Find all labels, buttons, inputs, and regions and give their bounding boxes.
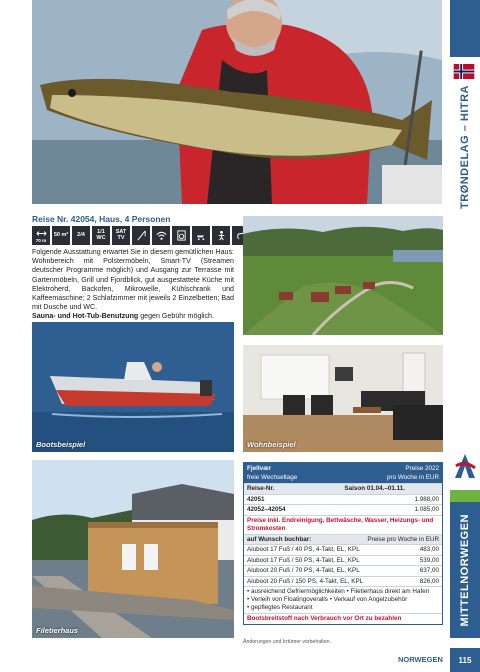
aerial-landscape-photo [243, 216, 443, 335]
price-inclusions-note: Preise inkl. Endreinigung, Bettwäsche, Wasser, Heizungs- und Stromkosten [244, 516, 442, 535]
area-icon [52, 226, 70, 245]
fish-house-photo [32, 460, 234, 638]
wc-icon [92, 226, 110, 245]
list-item: • Verleih von Floatingoveralls • Verkauf von Angelzubehör [247, 596, 408, 603]
booking-label: auf Wunsch buchbar: [247, 535, 312, 543]
table-row [244, 556, 442, 567]
sidebar-top-block [450, 0, 480, 57]
reise-price: 1.988,00 [414, 495, 439, 503]
boat-name: Aluboot 17 Fuß / 50 PS, 4-Takt, EL, KPL [247, 556, 360, 564]
price-table-header [244, 463, 442, 484]
table-row [244, 495, 442, 506]
col-saison: Saison 01.04.–01.11. [344, 485, 405, 493]
page-number: 115 [450, 648, 480, 672]
amenity-label: SAT TV [115, 228, 127, 241]
price-subtitle: pro Woche in EUR [386, 474, 439, 481]
living-caption: Wohnbeispiel [247, 440, 296, 449]
tv-icon [112, 226, 130, 245]
footer-region-label: NORWEGEN [398, 655, 443, 664]
person-icon [212, 226, 230, 245]
region-top-text: TRØNDELAG – HITRA [459, 85, 471, 209]
table-row [244, 577, 442, 588]
amenity-icons [32, 226, 250, 245]
price-table [243, 462, 443, 625]
offer-heading: Reise Nr. 42054, Haus, 4 Personen [32, 214, 171, 224]
boat-photo [32, 322, 234, 452]
washer-icon [172, 226, 190, 245]
offer-description [32, 248, 234, 322]
table-row [244, 566, 442, 577]
boat-price: 637,00 [419, 567, 439, 575]
description-text: Folgende Ausstattung erwartet Sie in diesem gemütlichen Haus: Wohnbereich mit Polstermöbeln, Smart-TV (Streamen deutscher Programme möglich) und Ausgang zur Terrasse mit Gartenmöbeln, Grill und Fjordblick, gut ausgestattete Küche mit Elektroherd, Backofen, Mikrowelle, Kühlschrank und Kaffeemaschine; 2 Schlafzimmer mit jeweils 2 Einzelbetten; Bad mit Dusche und WC. [32, 248, 234, 312]
region-sidebar [450, 0, 480, 672]
rooms-icon [72, 226, 90, 245]
sidebar-bottom-block [450, 502, 480, 638]
fuel-note: Bootsbreitstoff nach Verbrauch vor Ort zu bezahlen [247, 615, 402, 622]
region-bottom-text: MITTELNORWEGEN [459, 513, 471, 627]
tour-operator-logo [453, 452, 477, 480]
boat-trailer-icon [192, 226, 210, 245]
pier-caption: Filetierhaus [36, 626, 79, 635]
boat-price: 483,00 [419, 546, 439, 554]
fishing-rod-icon [132, 226, 150, 245]
col-reise: Reise-Nr. [247, 485, 275, 493]
table-row [244, 505, 442, 516]
reise-nr: 42051 [247, 495, 265, 503]
living-room-photo [243, 345, 443, 452]
booking-header-row [244, 535, 442, 546]
boat-price: 539,00 [419, 556, 439, 564]
reise-nr: 42052–42054 [247, 506, 286, 514]
list-item: • ausreichend Gefriermöglichkeiten • Filetierhaus direkt am Hafen [247, 588, 430, 595]
property-subtitle: freie Wechseltage [247, 474, 298, 481]
list-item: • gepflegtes Restaurant [247, 604, 313, 611]
sidebar-green-strip [450, 490, 480, 502]
amenity-label: 70 m [35, 237, 47, 243]
amenity-label: 2/4 [77, 231, 85, 238]
sauna-note [32, 312, 234, 321]
region-label-top [450, 82, 480, 212]
amenity-label: 50 m² [53, 231, 69, 238]
booking-unit: Preise pro Woche in EUR [367, 535, 439, 543]
amenity-label: 1/1 WC [96, 228, 106, 241]
distance-icon [32, 226, 50, 245]
boat-name: Aluboot 20 Fuß / 70 PS, 4-Takt, EL, KPL [247, 567, 360, 575]
wifi-icon [152, 226, 170, 245]
boat-name: Aluboot 20 Fuß / 150 PS, 4-Takt, EL, KPL [247, 577, 364, 585]
boat-price: 826,00 [419, 577, 439, 585]
norway-flag-icon [453, 64, 475, 79]
table-row [244, 545, 442, 556]
hero-fisherman-photo [32, 0, 442, 204]
sauna-rest: gegen Gebühr möglich. [138, 312, 214, 321]
reise-price: 1.085,00 [414, 506, 439, 514]
season-header-row [244, 484, 442, 495]
price-title: Preise 2022 [405, 465, 439, 472]
sauna-bold: Sauna- und Hot-Tub-Benutzung [32, 312, 139, 321]
disclaimer: Änderungen und Irrtümer vorbehalten. [243, 639, 331, 645]
boat-caption: Bootsbeispiel [36, 440, 86, 449]
boat-name: Aluboot 17 Fuß / 40 PS, 4-Takt, EL, KPL [247, 546, 360, 554]
features-list [244, 587, 442, 614]
property-name: Fjellvær [247, 465, 272, 472]
